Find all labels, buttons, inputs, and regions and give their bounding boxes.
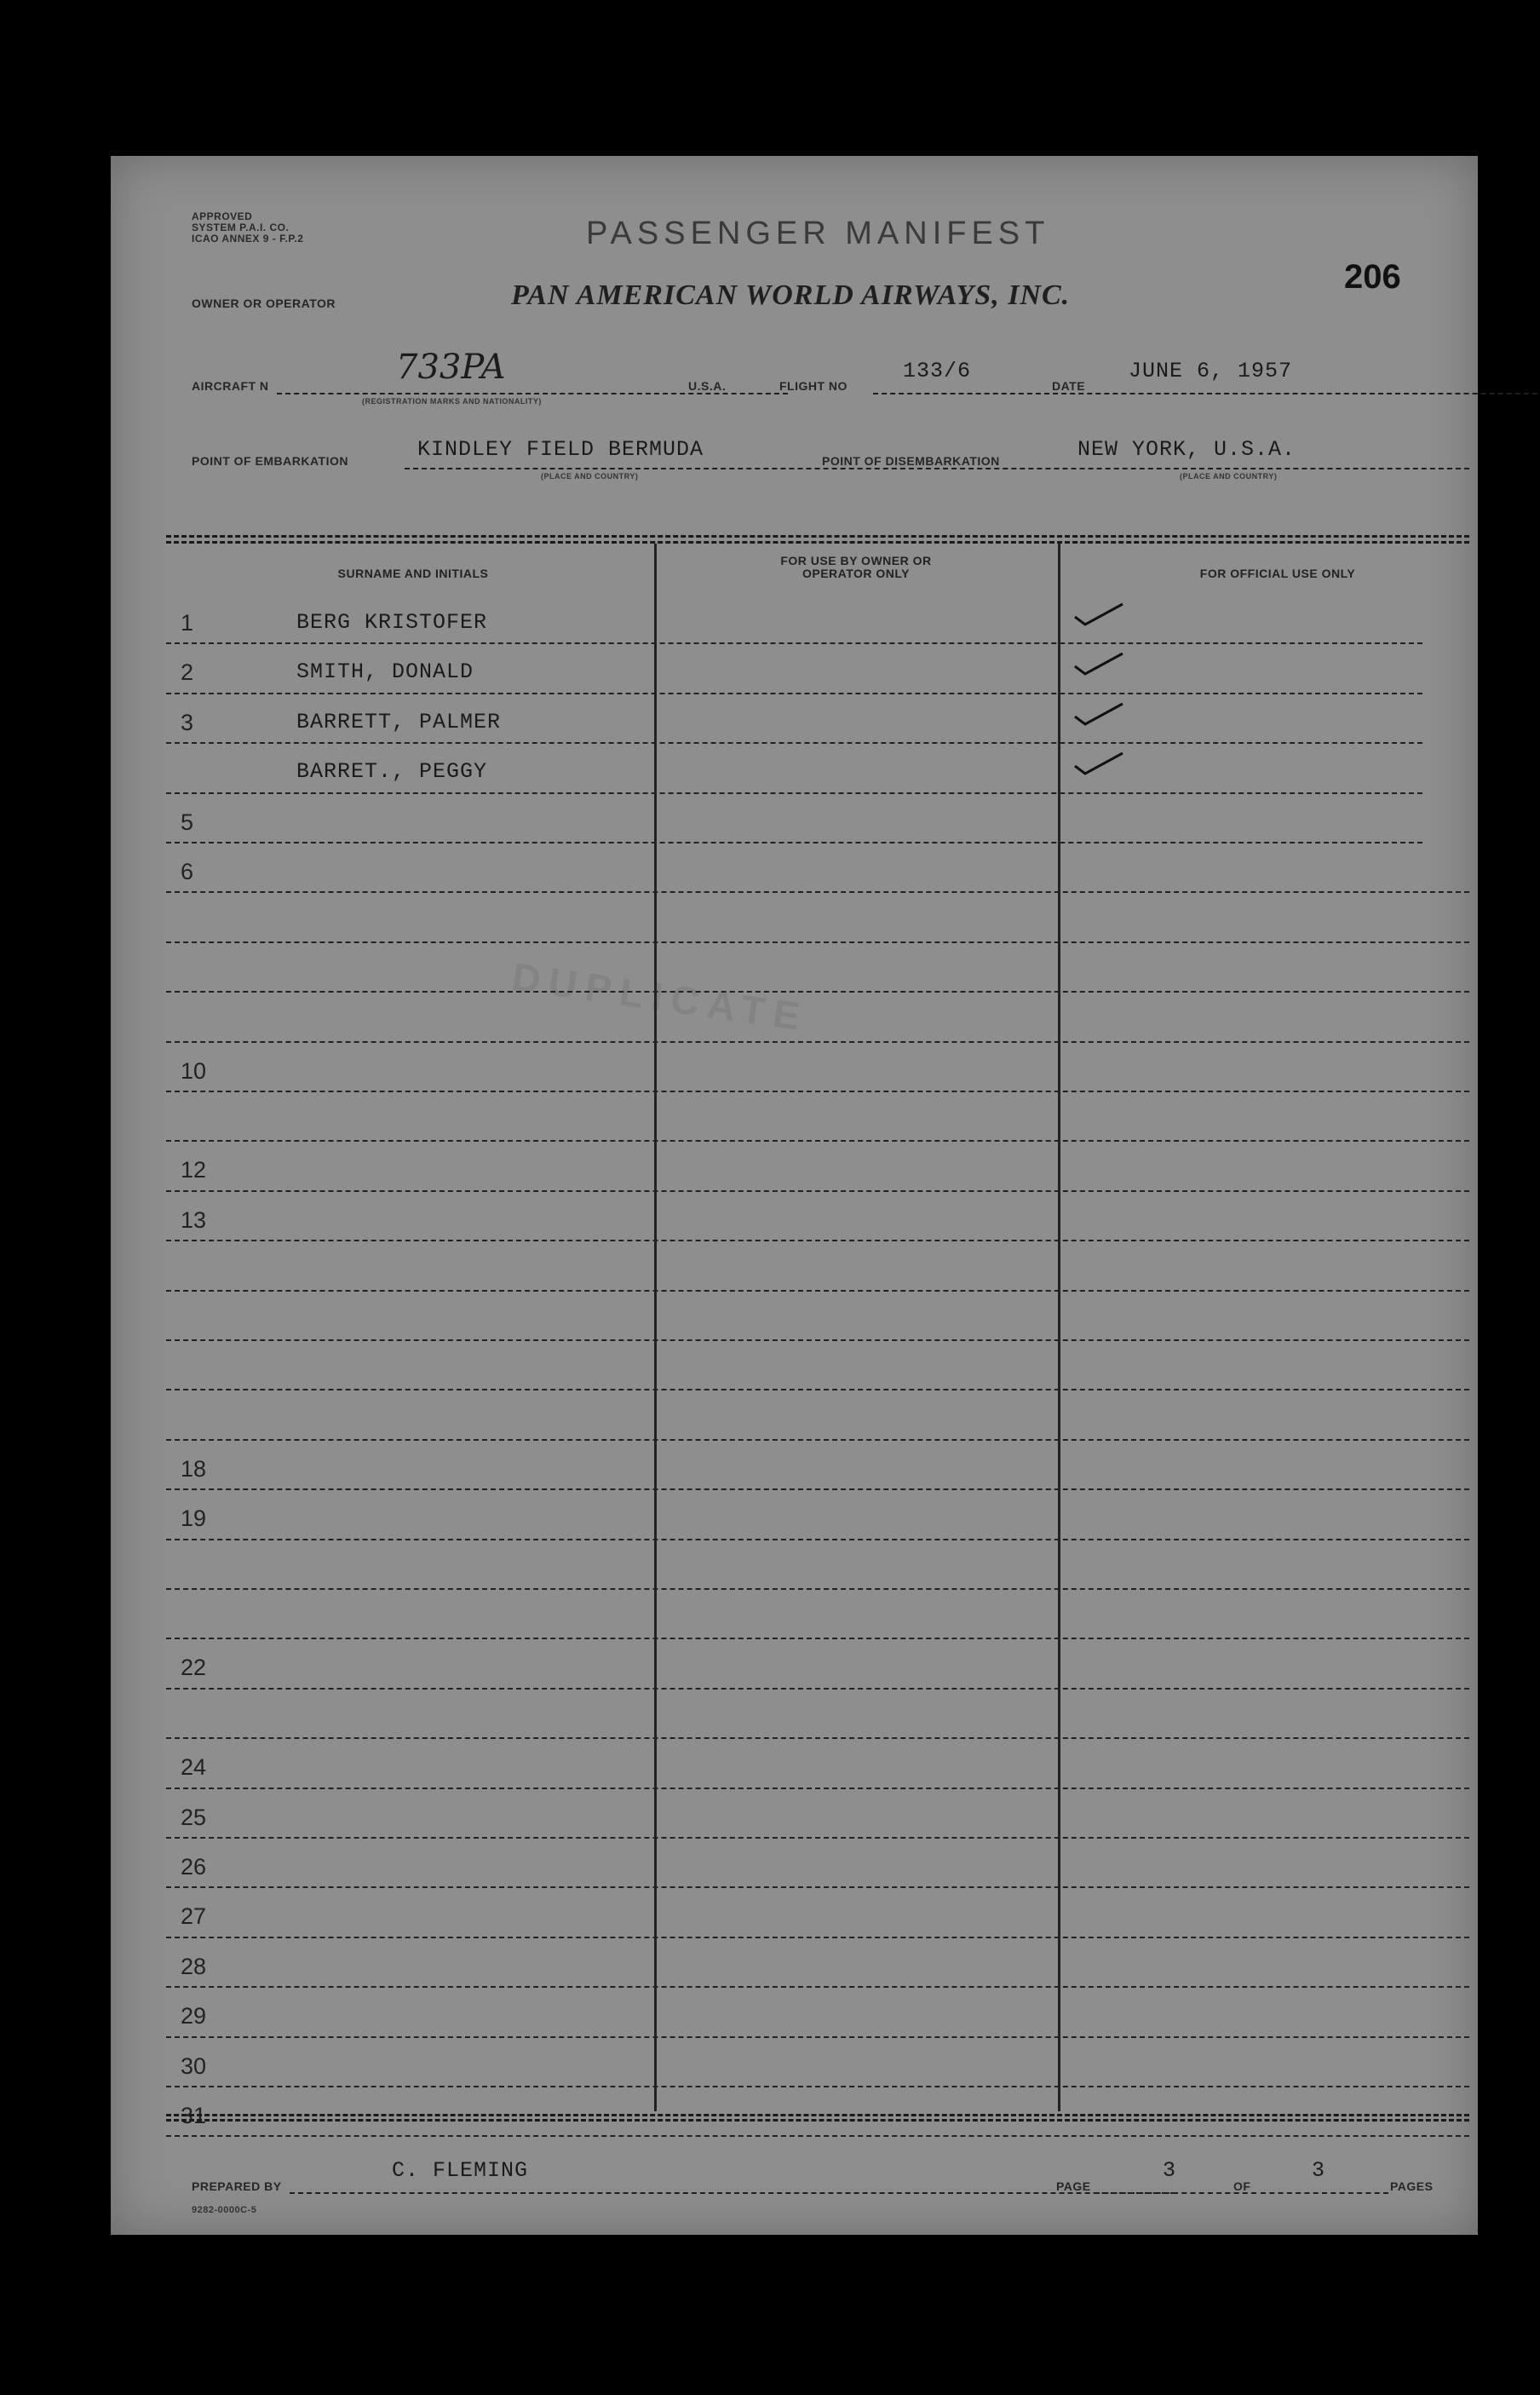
aircraft-sub: (REGISTRATION MARKS AND NATIONALITY) bbox=[362, 397, 542, 406]
checkmark-icon bbox=[1073, 602, 1124, 627]
date-value: JUNE 6, 1957 bbox=[1129, 359, 1293, 383]
row-rule bbox=[166, 2135, 1469, 2137]
flight-underline bbox=[873, 393, 1540, 394]
passenger-name: BARRET., PEGGY bbox=[296, 759, 488, 785]
table-bottom-rule bbox=[166, 2119, 1469, 2122]
row-rule bbox=[166, 2036, 1469, 2038]
embark-value: KINDLEY FIELD BERMUDA bbox=[417, 437, 704, 462]
table-top-rule bbox=[166, 535, 1469, 538]
owner-value: PAN AMERICAN WORLD AIRWAYS, INC. bbox=[511, 279, 1071, 311]
row-rule bbox=[166, 891, 1469, 893]
row-number: 29 bbox=[181, 2003, 207, 2029]
flight-value: 133/6 bbox=[903, 359, 972, 383]
row-rule bbox=[166, 1389, 1469, 1390]
column-header-owner: FOR USE BY OWNER OR OPERATOR ONLY bbox=[780, 554, 932, 580]
aircraft-value: 733PA bbox=[396, 348, 506, 387]
row-rule bbox=[166, 1041, 1469, 1043]
row-rule bbox=[166, 1539, 1469, 1540]
row-number: 6 bbox=[181, 859, 194, 884]
row-rule bbox=[166, 1488, 1469, 1490]
row-number: 26 bbox=[181, 1854, 207, 1880]
row-rule bbox=[166, 1937, 1469, 1938]
faded-stamp: DUPLICATE bbox=[509, 953, 811, 1040]
column-header-official: FOR OFFICIAL USE ONLY bbox=[1199, 567, 1356, 580]
passenger-name: BARRETT, PALMER bbox=[296, 709, 502, 734]
aircraft-label: AIRCRAFT N bbox=[192, 379, 269, 393]
flight-label: FLIGHT NO bbox=[779, 379, 848, 393]
row-number: 2 bbox=[181, 659, 194, 686]
checkmark-icon bbox=[1073, 651, 1124, 676]
row-rule bbox=[166, 1588, 1469, 1590]
row-rule bbox=[166, 1091, 1469, 1092]
usa-label: U.S.A. bbox=[688, 379, 727, 393]
form-number: 9282-0000C-5 bbox=[192, 2205, 257, 2215]
column-header-surname: SURNAME AND INITIALS bbox=[337, 567, 489, 580]
row-number: 27 bbox=[181, 1903, 207, 1930]
row-rule bbox=[166, 742, 1422, 744]
row-number: 22 bbox=[181, 1655, 207, 1681]
row-number: 25 bbox=[181, 1804, 207, 1830]
approval-block bbox=[192, 211, 303, 245]
embark-label: POINT OF EMBARKATION bbox=[192, 454, 348, 468]
pages-label: PAGES bbox=[1390, 2179, 1434, 2193]
row-rule bbox=[166, 642, 1422, 644]
owner-label: OWNER OR OPERATOR bbox=[192, 296, 336, 310]
row-rule bbox=[166, 1986, 1469, 1988]
page-label: PAGE bbox=[1056, 2179, 1091, 2193]
page-underline bbox=[1095, 2192, 1256, 2194]
manifest-sheet bbox=[111, 156, 1478, 2235]
disembark-sub: (PLACE AND COUNTRY) bbox=[1180, 472, 1278, 481]
aircraft-underline bbox=[277, 393, 788, 394]
disembark-value: NEW YORK, U.S.A. bbox=[1077, 437, 1296, 462]
row-rule bbox=[166, 2086, 1469, 2087]
row-rule bbox=[166, 1290, 1469, 1292]
row-rule bbox=[166, 1737, 1469, 1739]
column-divider bbox=[1058, 544, 1060, 2111]
row-rule bbox=[166, 1339, 1469, 1341]
row-number: 5 bbox=[181, 809, 194, 835]
row-rule bbox=[166, 1886, 1469, 1888]
row-rule bbox=[166, 842, 1422, 843]
row-rule bbox=[166, 941, 1469, 943]
row-number: 19 bbox=[181, 1506, 207, 1532]
document-number: 206 bbox=[1344, 258, 1401, 296]
row-number: 24 bbox=[181, 1754, 207, 1781]
row-number: 18 bbox=[181, 1455, 207, 1482]
row-number: 13 bbox=[181, 1206, 207, 1233]
row-number: 31 bbox=[181, 2103, 207, 2128]
row-rule bbox=[166, 693, 1422, 694]
row-rule bbox=[166, 1688, 1469, 1690]
row-number: 1 bbox=[181, 610, 194, 636]
passenger-name: BERG KRISTOFER bbox=[296, 610, 488, 635]
row-rule bbox=[166, 1837, 1469, 1839]
date-label: DATE bbox=[1052, 379, 1086, 393]
row-number: 12 bbox=[181, 1157, 207, 1183]
prepared-underline bbox=[290, 2192, 1175, 2194]
passenger-name: SMITH, DONALD bbox=[296, 659, 474, 685]
prepared-value: C. FLEMING bbox=[392, 2158, 529, 2183]
column-divider bbox=[654, 544, 657, 2111]
checkmark-icon bbox=[1073, 701, 1124, 727]
row-rule bbox=[166, 1638, 1469, 1639]
row-rule bbox=[166, 792, 1422, 794]
embark-underline bbox=[405, 468, 1469, 469]
page-value: 3 bbox=[1163, 2158, 1177, 2183]
disembark-label: POINT OF DISEMBARKATION bbox=[822, 454, 1000, 468]
prepared-label: PREPARED BY bbox=[192, 2179, 282, 2193]
row-rule bbox=[166, 1140, 1469, 1142]
of-value: 3 bbox=[1312, 2158, 1326, 2183]
row-number: 10 bbox=[181, 1057, 207, 1084]
table-bottom-rule bbox=[166, 2114, 1469, 2116]
row-rule bbox=[166, 1788, 1469, 1789]
row-number: 28 bbox=[181, 1953, 207, 1979]
of-underline bbox=[1261, 2192, 1388, 2194]
table-top-rule bbox=[166, 541, 1469, 544]
row-rule bbox=[166, 991, 1469, 993]
row-number: 3 bbox=[181, 709, 194, 735]
approval-line: ICAO ANNEX 9 - F.P.2 bbox=[192, 233, 304, 245]
row-rule bbox=[166, 1190, 1469, 1192]
page-title: PASSENGER MANIFEST bbox=[586, 216, 1050, 251]
row-rule bbox=[166, 1439, 1469, 1441]
of-label: OF bbox=[1233, 2179, 1251, 2193]
approval-line: SYSTEM P.A.I. CO. bbox=[192, 222, 290, 233]
checkmark-icon bbox=[1073, 751, 1124, 776]
embark-sub: (PLACE AND COUNTRY) bbox=[541, 472, 639, 481]
row-rule bbox=[166, 1240, 1469, 1241]
row-number: 30 bbox=[181, 2052, 207, 2079]
approval-line: APPROVED bbox=[192, 210, 253, 222]
